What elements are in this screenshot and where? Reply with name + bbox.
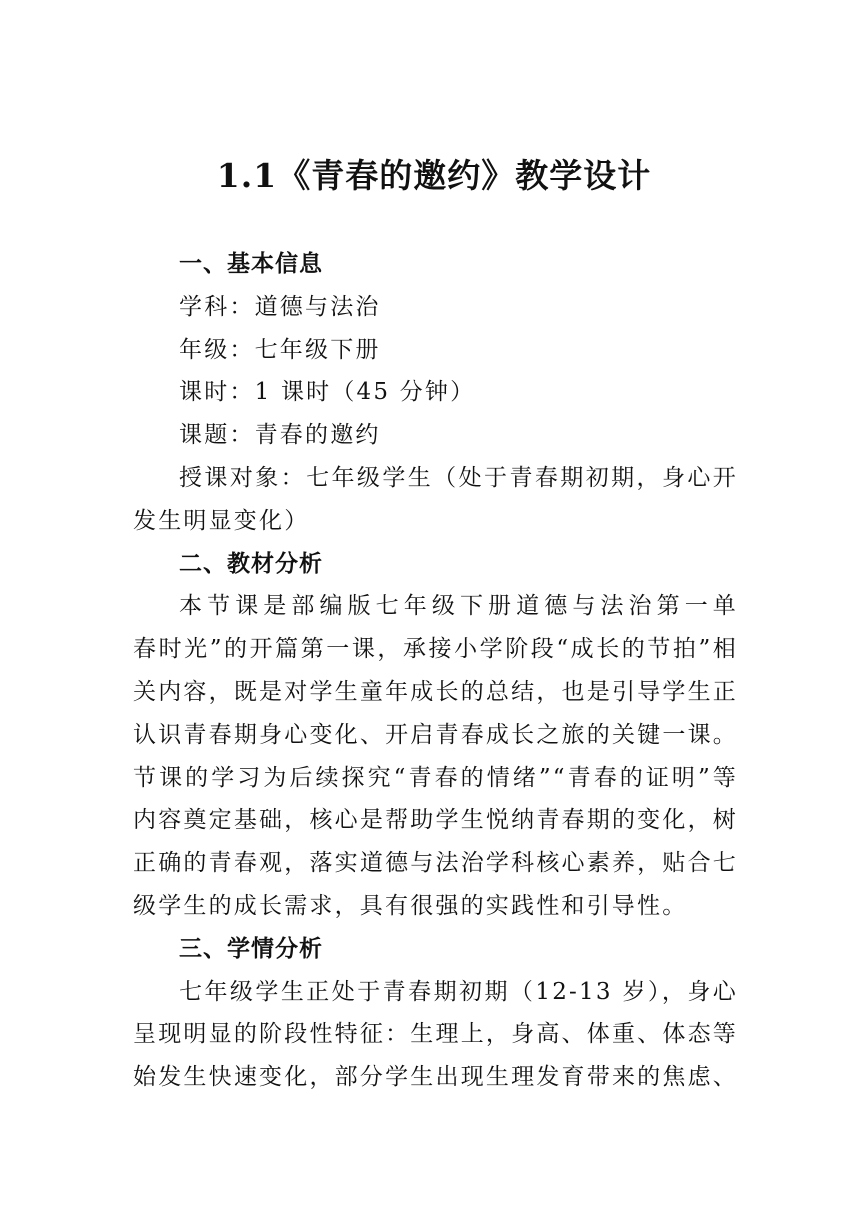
student-analysis-line: 呈现明显的阶段性特征：生理上，身高、体重、体态等 <box>133 1021 738 1048</box>
info-audience-line-1: 授课对象：七年级学生（处于青春期初期，身心开 <box>179 464 738 491</box>
textbook-analysis-line: 认识青春期身心变化、开启青春成长之旅的关键一课。 <box>133 721 738 748</box>
textbook-analysis-line: 内容奠定基础，核心是帮助学生悦纳青春期的变化，树 <box>133 807 738 834</box>
textbook-analysis-line: 正确的青春观，落实道德与法治学科核心素养，贴合七 <box>133 850 738 877</box>
student-analysis-line: 始发生快速变化，部分学生出现生理发育带来的焦虑、 <box>133 1064 738 1091</box>
document-body <box>133 243 738 1099</box>
section-heading-textbook-analysis: 二、教材分析 <box>179 550 323 577</box>
student-analysis-line: 七年级学生正处于青春期初期（12-13 岁），身心 <box>179 978 738 1005</box>
textbook-analysis-line: 春时光”的开篇第一课，承接小学阶段“成长的节拍”相 <box>133 636 738 663</box>
info-period: 课时：1 课时（45 分钟） <box>179 379 476 406</box>
section-heading-student-analysis: 三、学情分析 <box>179 935 323 962</box>
section-heading-basic-info: 一、基本信息 <box>179 251 323 277</box>
info-audience-line-2: 发生明显变化） <box>133 507 310 534</box>
info-grade: 年级：七年级下册 <box>179 336 381 363</box>
textbook-analysis-line: 级学生的成长需求，具有很强的实践性和引导性。 <box>133 892 688 919</box>
textbook-analysis-line: 关内容，既是对学生童年成长的总结，也是引导学生正 <box>133 678 738 705</box>
textbook-analysis-line: 本节课是部编版七年级下册道德与法治第一单 <box>179 593 738 620</box>
document-title: 1.1《青春的邀约》教学设计 <box>216 156 652 195</box>
info-subject: 学科：道德与法治 <box>179 293 381 320</box>
info-topic: 课题：青春的邀约 <box>179 422 381 449</box>
textbook-analysis-line: 节课的学习为后续探究“青春的情绪”“青春的证明”等 <box>133 764 738 791</box>
